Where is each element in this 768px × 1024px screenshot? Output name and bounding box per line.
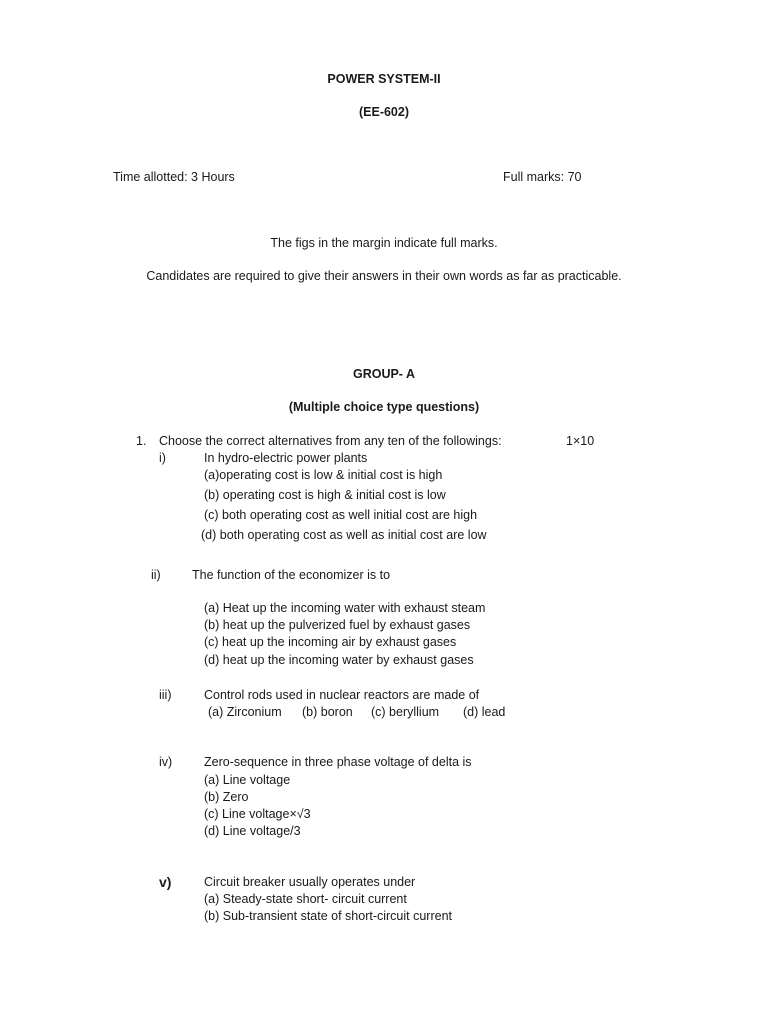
question-marks: 1×10 — [566, 434, 595, 448]
group-title: GROUP- A — [352, 367, 416, 381]
question-text: Choose the correct alternatives from any ten of the followings: — [159, 434, 502, 448]
option: (d) heat up the incoming water by exhaust gases — [204, 653, 474, 667]
item-question: Zero-sequence in three phase voltage of delta is — [204, 755, 472, 769]
option: (b) boron — [302, 705, 353, 719]
time-allotted: Time allotted: 3 Hours — [113, 170, 235, 184]
question-number: 1. — [136, 434, 147, 448]
option: (b) operating cost is high & initial cost is low — [204, 488, 446, 502]
option: (a) Steady-state short- circuit current — [204, 892, 407, 906]
item-number: v) — [159, 874, 172, 890]
item-question: Control rods used in nuclear reactors are made of — [204, 688, 480, 702]
paper-title: POWER SYSTEM-II — [327, 72, 441, 86]
option: (d) both operating cost as well as initial cost are low — [201, 528, 487, 542]
item-number: ii) — [151, 568, 161, 582]
paper-code: (EE-602) — [358, 105, 410, 119]
item-number: i) — [159, 451, 166, 465]
item-question: In hydro-electric power plants — [204, 451, 368, 465]
full-marks: Full marks: 70 — [503, 170, 582, 184]
option: (b) Sub-transient state of short-circuit current — [204, 909, 453, 923]
option: (b) heat up the pulverized fuel by exhaust gases — [204, 618, 471, 632]
option: (c) heat up the incoming air by exhaust gases — [204, 635, 457, 649]
option: (d) Line voltage/3 — [204, 824, 301, 838]
option: (a) Line voltage — [204, 773, 291, 787]
option: (a) Zirconium — [208, 705, 282, 719]
instruction-own-words: Candidates are required to give their answers in their own words as far as practicable. — [146, 269, 622, 283]
item-number: iii) — [159, 688, 172, 702]
option: (c) beryllium — [371, 705, 440, 719]
item-question: Circuit breaker usually operates under — [204, 875, 416, 889]
option: (d) lead — [463, 705, 506, 719]
group-subtitle: (Multiple choice type questions) — [288, 400, 480, 414]
option: (b) Zero — [204, 790, 249, 804]
instruction-marks: The figs in the margin indicate full marks. — [270, 236, 498, 250]
option: (c) both operating cost as well initial cost are high — [204, 508, 478, 522]
option: (a) Heat up the incoming water with exhaust steam — [204, 601, 486, 615]
option: (c) Line voltage×√3 — [204, 807, 311, 821]
item-number: iv) — [159, 755, 173, 769]
item-question: The function of the economizer is to — [192, 568, 391, 582]
option: (a)operating cost is low & initial cost is high — [204, 468, 443, 482]
